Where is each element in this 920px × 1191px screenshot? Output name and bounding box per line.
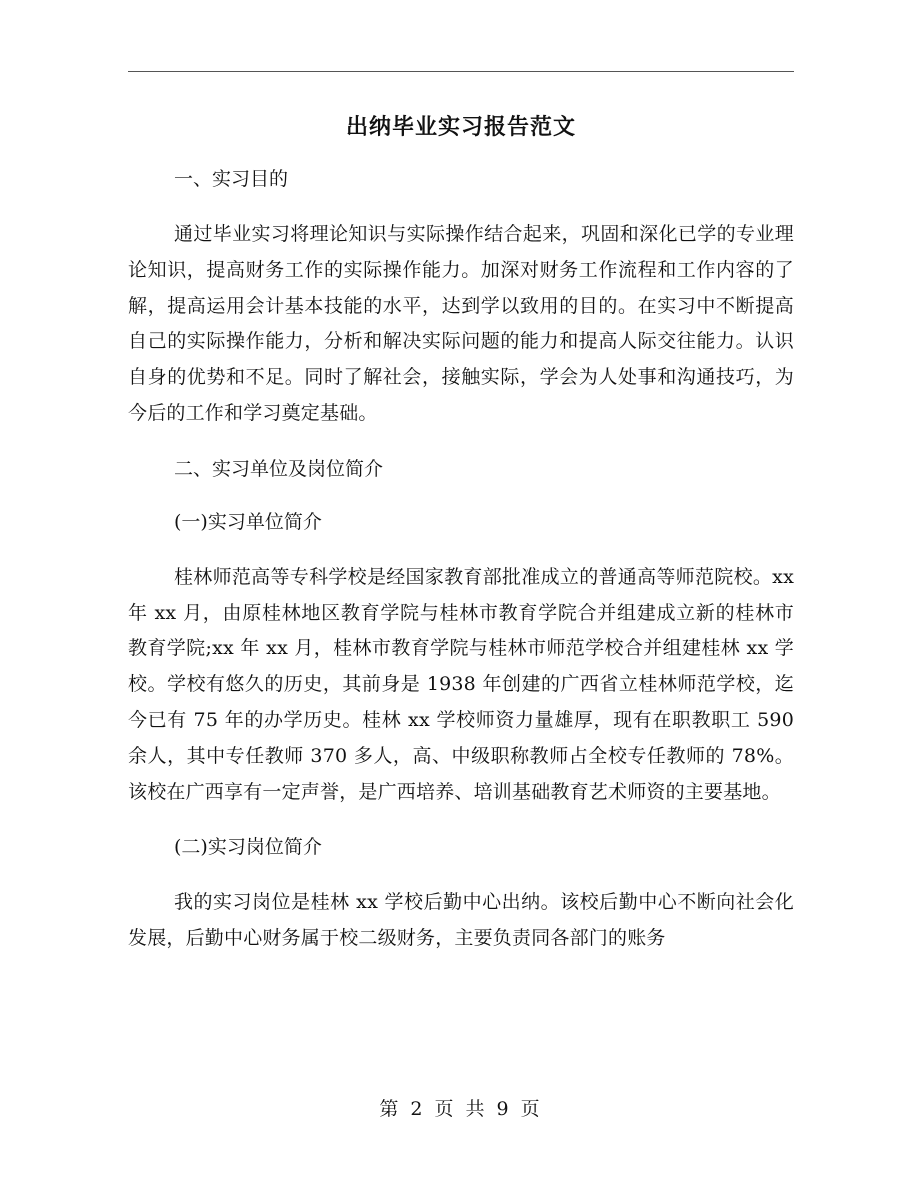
paragraph-position: 我的实习岗位是桂林 xx 学校后勤中心出纳。该校后勤中心不断向社会化发展，后勤中心财务属于校二级财务，主要负责同各部门的账务 bbox=[128, 891, 794, 950]
section-heading-unit-and-position: 二、实习单位及岗位简介 bbox=[174, 457, 384, 480]
document-body bbox=[128, 112, 794, 972]
subsection-heading-unit: (一)实习单位简介 bbox=[174, 510, 322, 533]
paragraph-purpose: 通过毕业实习将理论知识与实际操作结合起来，巩固和深化已学的专业理论知识，提高财务工作的实际操作能力。加深对财务工作流程和工作内容的了解，提高运用会计基本技能的水平，达到学以致用的目的。在实习中不断提高自己的实际操作能力，分析和解决实际问题的能力和提高人际交往能力。认识自身的优势和不足。同时了解社会，接触实际，学会为人处事和沟通技巧，为今后的工作和学习奠定基础。 bbox=[128, 223, 794, 424]
header-rule bbox=[128, 71, 794, 72]
section-heading-purpose: 一、实习目的 bbox=[174, 168, 289, 190]
page-number-footer: 第 2 页 共 9 页 bbox=[379, 1098, 541, 1120]
subsection-heading-position: (二)实习岗位简介 bbox=[174, 836, 322, 859]
paragraph-unit: 桂林师范高等专科学校是经国家教育部批准成立的普通高等师范院校。xx 年 xx 月，由原桂林地区教育学院与桂林市教育学院合并组建成立新的桂林市教育学院;xx 年 xx 月，桂林市教育学院与桂林市师范学校合并组建桂林 xx 学校。学校有悠久的历史，其前身是 1938 年创建的广西省立桂林师范学校，迄今已有 75 年的办学历史。桂林 xx 学校师资力量雄厚，现有在职教职工 590 余人，其中专任教师 370 多人，高、中级职称教师占全校专任教师的 78%。该校在广西享有一定声誉，是广西培养、培训基础教育艺术师资的主要基地。 bbox=[128, 565, 794, 803]
document-title: 出纳毕业实习报告范文 bbox=[345, 114, 576, 140]
